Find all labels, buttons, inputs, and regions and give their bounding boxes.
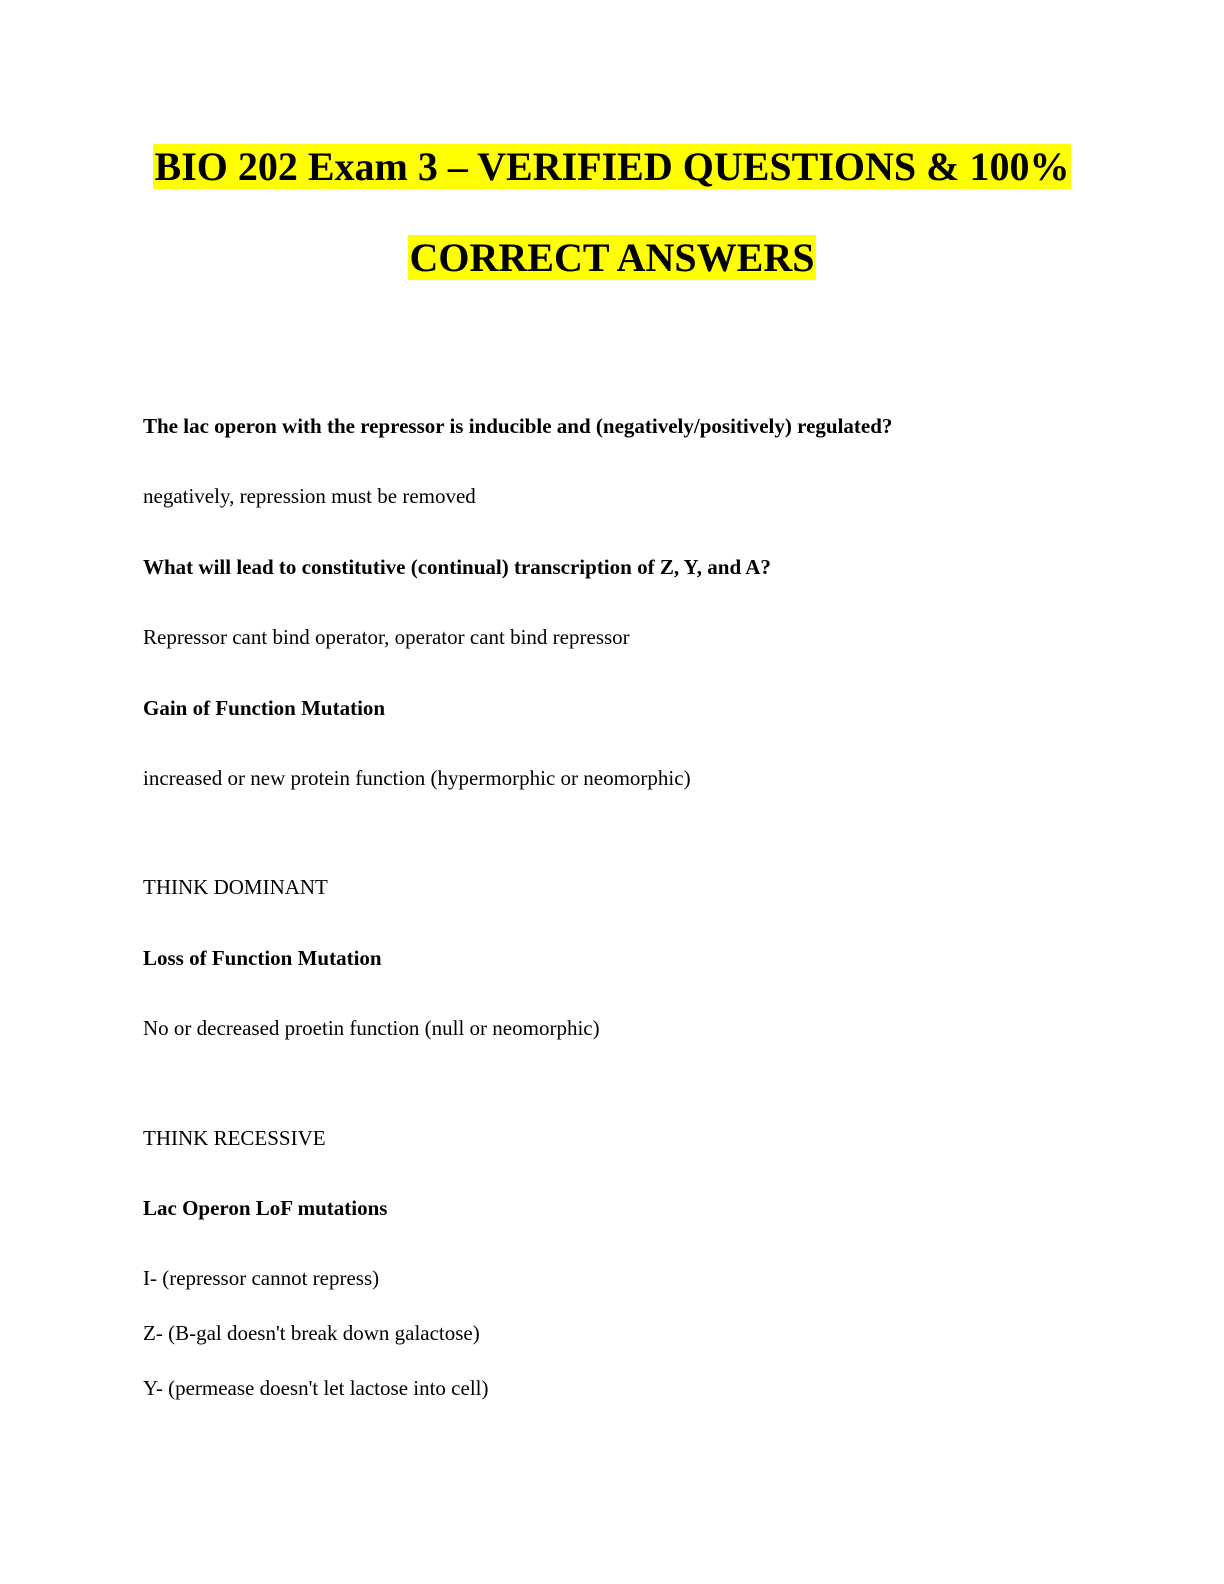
question-4: Loss of Function Mutation bbox=[143, 946, 382, 970]
question-5: Lac Operon LoF mutations bbox=[143, 1196, 388, 1220]
document-title-line-2 bbox=[0, 236, 1224, 280]
title-highlight-2: CORRECT ANSWERS bbox=[409, 235, 815, 280]
answer-5-item-1: I- (repressor cannot repress) bbox=[143, 1266, 380, 1290]
answer-3: increased or new protein function (hypermorphic or neomorphic) bbox=[143, 766, 691, 790]
question-1: The lac operon with the repressor is inducible and (negatively/positively) regulated? bbox=[143, 414, 893, 438]
answer-5-item-3: Y- (permease doesn't let lactose into cell) bbox=[143, 1376, 489, 1400]
answer-1: negatively, repression must be removed bbox=[143, 484, 476, 508]
question-3: Gain of Function Mutation bbox=[143, 696, 386, 720]
answer-4-note: THINK RECESSIVE bbox=[143, 1126, 326, 1150]
answer-2: Repressor cant bind operator, operator cant bind repressor bbox=[143, 625, 630, 649]
answer-3-note: THINK DOMINANT bbox=[143, 875, 328, 899]
title-highlight-1: BIO 202 Exam 3 – VERIFIED QUESTIONS & 100% bbox=[154, 144, 1070, 189]
answer-4: No or decreased proetin function (null or neomorphic) bbox=[143, 1016, 600, 1040]
answer-5-item-2: Z- (B-gal doesn't break down galactose) bbox=[143, 1321, 480, 1345]
document-title-line-1 bbox=[0, 145, 1224, 189]
question-2: What will lead to constitutive (continual) transcription of Z, Y, and A? bbox=[143, 555, 771, 579]
